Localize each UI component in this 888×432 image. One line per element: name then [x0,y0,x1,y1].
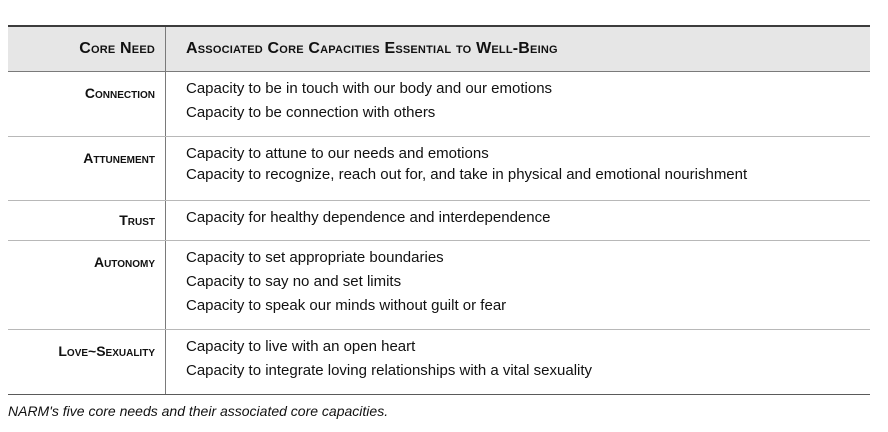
header-capacities: Associated Core Capacities Essential to Well-Being [186,40,558,57]
capacity-item: Capacity to say no and set limits [186,273,402,290]
table-caption: NARM's five core needs and their associated core capacities. [8,403,389,419]
core-need-label: Trust [8,201,166,240]
core-need-label: Autonomy [8,241,166,329]
header-core-need: Core Need [8,27,166,71]
capacities-cell [166,330,870,394]
capacity-item: Capacity for healthy dependence and interdependence [186,209,551,226]
table-row [8,72,870,137]
capacity-item: Capacity to speak our minds without guilt or fear [186,297,507,314]
capacity-item: Capacity to live with an open heart [186,338,416,355]
core-need-label: Love~Sexuality [8,330,166,394]
table-row [8,201,870,241]
table-header [8,27,870,72]
core-need-label: Connection [8,72,166,136]
capacities-cell [166,72,870,136]
capacity-item: Capacity to be in touch with our body and our emotions [186,80,553,97]
capacity-item: Capacity to attune to our needs and emotions [186,145,489,162]
core-needs-table [8,25,870,395]
table-row [8,241,870,330]
table-row [8,137,870,201]
capacity-item: Capacity to integrate loving relationships with a vital sexuality [186,362,593,379]
capacities-cell [166,137,870,200]
core-need-label: Attunement [8,137,166,200]
capacity-item: Capacity to be connection with others [186,104,436,121]
capacities-cell [166,241,870,329]
capacity-item: Capacity to set appropriate boundaries [186,249,444,266]
capacities-cell [166,201,870,240]
table-row [8,330,870,395]
capacity-item: Capacity to recognize, reach out for, and take in physical and emotional nourishment [186,166,748,183]
